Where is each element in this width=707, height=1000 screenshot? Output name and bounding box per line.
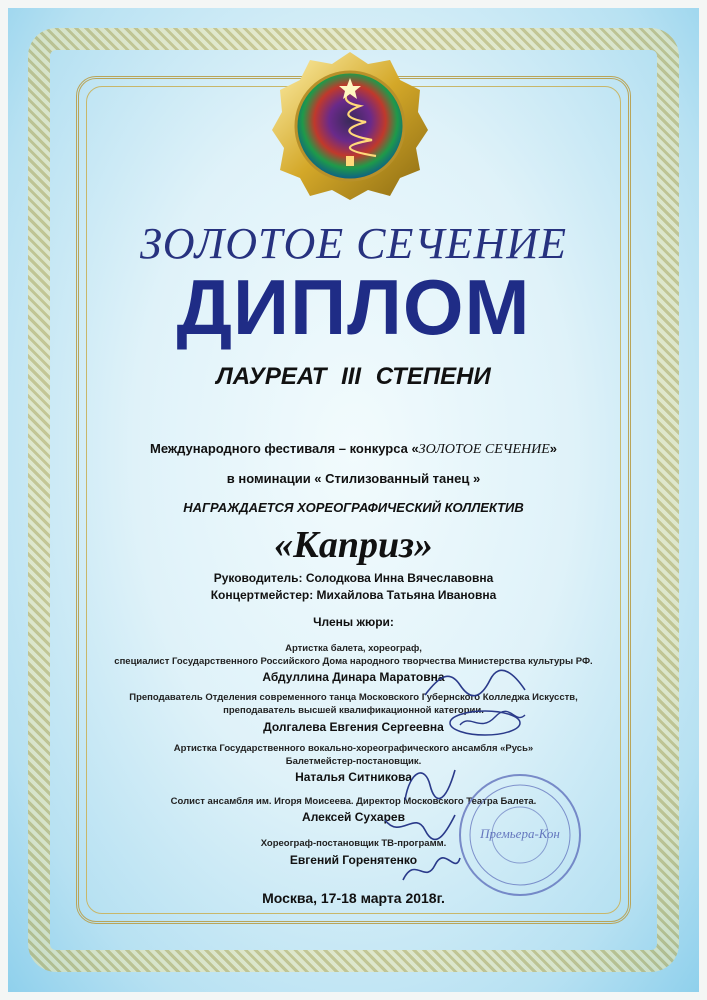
collective-name: «Каприз» bbox=[274, 524, 433, 566]
city-date: Москва, 17-18 марта 2018г. bbox=[262, 890, 445, 906]
christmas-tree-emblem bbox=[270, 50, 430, 200]
signature-4 bbox=[380, 805, 460, 845]
jury-3-role-2: Балетмейстер-постановщик. bbox=[285, 756, 422, 767]
jury-2-role-1: Преподаватель Отделения современного танца Московского Губернского Колледжа Искусств, bbox=[129, 692, 578, 703]
nomination: в номинации « Стилизованный танец » bbox=[226, 471, 481, 486]
jury-2-role-2: преподаватель высшей квалификационной категории. bbox=[223, 705, 484, 716]
jury-1-role-2: специалист Государственного Российского Дома народного творчества Министерства культуры РФ. bbox=[114, 656, 593, 667]
accompanist: Концертмейстер: Михайлова Татьяна Ивановна bbox=[210, 588, 497, 602]
festival-line-prefix: Международного фестиваля – конкурса « bbox=[150, 441, 419, 456]
festival-title: ЗОЛОТОЕ СЕЧЕНИЕ bbox=[139, 219, 567, 268]
stamp-text: Премьера-Кон bbox=[480, 826, 560, 841]
festival-line-name: ЗОЛОТОЕ СЕЧЕНИЕ bbox=[418, 442, 550, 457]
jury-4-name: Алексей Сухарев bbox=[302, 810, 405, 824]
signature-1 bbox=[420, 665, 530, 705]
jury-5-name: Евгений Горенятенко bbox=[289, 853, 418, 867]
jury-3-role-1: Артистка Государственного вокально-хореографического ансамбля «Русь» bbox=[173, 743, 534, 754]
leader: Руководитель: Солодкова Инна Вячеславовна bbox=[213, 571, 494, 585]
jury-4-role-1: Солист ансамбля им. Игоря Моисеева. Директор Московского Театра Балета. bbox=[170, 796, 537, 807]
jury-1-role-1: Артистка балета, хореограф, bbox=[285, 643, 422, 654]
signature-2 bbox=[440, 705, 530, 740]
festival-line bbox=[0, 441, 707, 458]
diploma-title: ДИПЛОМ bbox=[176, 263, 531, 351]
festival-line-suffix: » bbox=[549, 441, 557, 456]
jury-2-name: Долгалева Евгения Сергеевна bbox=[263, 720, 444, 734]
laureate-degree: ЛАУРЕАТ III СТЕПЕНИ bbox=[216, 363, 491, 390]
jury-5-role-1: Хореограф-постановщик ТВ-программ. bbox=[260, 838, 447, 849]
awarded-line: НАГРАЖДАЕТСЯ ХОРЕОГРАФИЧЕСКИЙ КОЛЛЕКТИВ bbox=[183, 500, 524, 515]
jury-1-name: Абдуллина Динара Маратовна bbox=[262, 670, 445, 684]
jury-3-name: Наталья Ситникова bbox=[295, 770, 412, 784]
official-stamp bbox=[455, 770, 585, 900]
jury-heading: Члены жюри: bbox=[313, 615, 394, 629]
